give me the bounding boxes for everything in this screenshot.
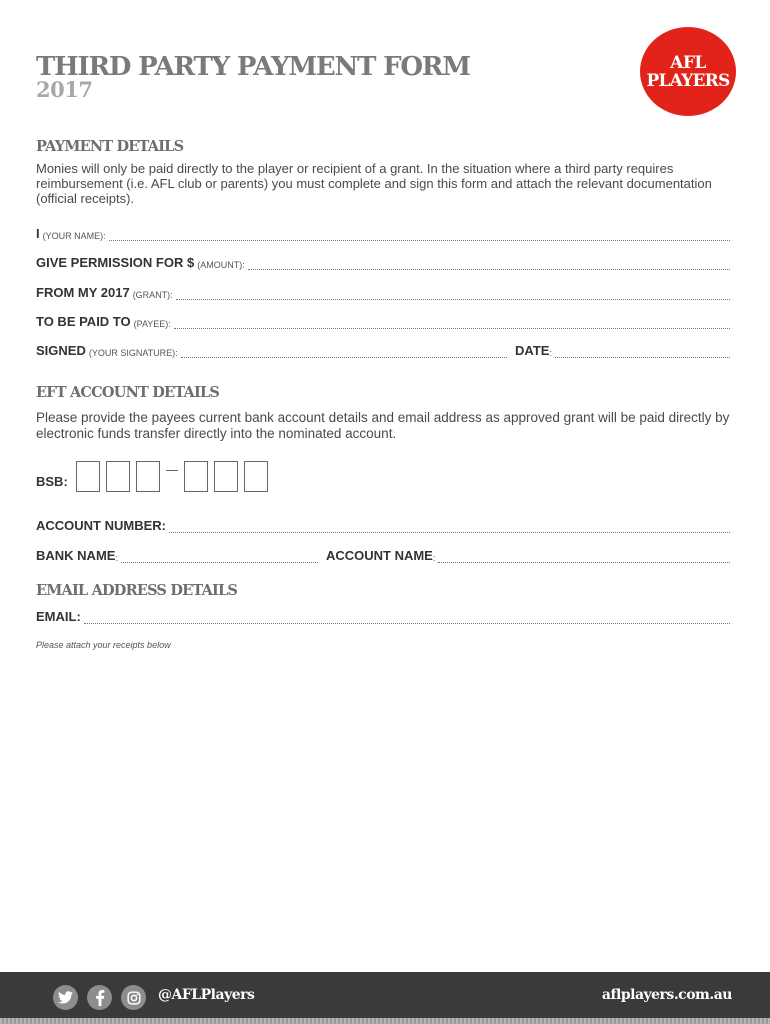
your-name-field[interactable]: [109, 228, 730, 241]
email-row: [36, 606, 730, 624]
bank-name-field[interactable]: [121, 550, 318, 563]
account-name-colon: :: [432, 553, 436, 563]
eft-heading: EFT ACCOUNT DETAILS: [36, 384, 220, 401]
form-year: 2017: [36, 77, 93, 102]
email-heading: EMAIL ADDRESS DETAILS: [36, 582, 238, 599]
bsb-digit-5[interactable]: [214, 461, 238, 492]
payee-row: [36, 311, 730, 329]
signature-date-row: [36, 340, 730, 358]
date-field[interactable]: [555, 345, 730, 358]
afl-players-logo: [640, 27, 736, 116]
account-number-label: ACCOUNT NUMBER:: [36, 518, 166, 533]
payee-field[interactable]: [174, 316, 730, 329]
payee-sublabel: (PAYEE):: [133, 319, 171, 329]
grant-row: [36, 282, 730, 300]
account-name-field[interactable]: [438, 550, 730, 563]
email-label: EMAIL:: [36, 609, 81, 624]
attach-receipts-note: Please attach your receipts below: [36, 640, 171, 650]
eft-intro: Please provide the payees current bank account details and email address as approved grant will be paid directly by electronic funds transfer directly into the nominated account.: [36, 410, 730, 441]
payment-details-intro: Monies will only be paid directly to the player or recipient of a grant. In the situation where a third party requires reimbursement (i.e. AFL club or parents) you must complete and sign this form and attach the relevant documentation (official receipts).: [36, 161, 712, 206]
amount-row: [36, 252, 730, 270]
date-label: DATE: [515, 343, 550, 358]
bsb-digit-4[interactable]: [184, 461, 208, 492]
facebook-icon[interactable]: [87, 985, 112, 1010]
email-field[interactable]: [84, 611, 730, 624]
bank-name-colon: :: [115, 553, 118, 563]
bsb-label: BSB:: [36, 473, 68, 489]
bsb-row: [36, 460, 274, 492]
grant-label: FROM MY 2017: [36, 285, 130, 300]
account-name-label: ACCOUNT NAME: [325, 548, 433, 563]
account-number-field[interactable]: [169, 520, 730, 533]
grant-field[interactable]: [176, 287, 730, 300]
bsb-digit-1[interactable]: [76, 461, 100, 492]
bsb-digit-3[interactable]: [136, 461, 160, 492]
amount-field[interactable]: [248, 257, 730, 270]
signed-sublabel: (YOUR SIGNATURE):: [88, 348, 178, 358]
bsb-digit-6[interactable]: [244, 461, 268, 492]
logo-line-1: AFL: [670, 52, 706, 73]
bsb-digit-2[interactable]: [106, 461, 130, 492]
form-title: THIRD PARTY PAYMENT FORM: [36, 52, 470, 82]
website-link[interactable]: aflplayers.com.au: [601, 987, 732, 1003]
payment-details-heading: PAYMENT DETAILS: [36, 138, 184, 155]
amount-sublabel: (AMOUNT):: [197, 260, 245, 270]
signature-field[interactable]: [181, 345, 507, 358]
social-handle-link[interactable]: @AFLPlayers: [158, 987, 255, 1003]
account-number-row: [36, 515, 730, 533]
your-name-label: I: [36, 226, 40, 241]
amount-label: GIVE PERMISSION FOR $: [36, 255, 195, 270]
date-colon: :: [549, 348, 552, 358]
your-name-row: [36, 223, 730, 241]
instagram-icon[interactable]: [121, 985, 146, 1010]
payee-label: TO BE PAID TO: [36, 314, 131, 329]
grant-sublabel: (GRANT):: [132, 290, 173, 300]
logo-line-2: PLAYERS: [646, 70, 730, 91]
signed-label: SIGNED: [36, 343, 86, 358]
twitter-icon[interactable]: [53, 985, 78, 1010]
your-name-sublabel: (YOUR NAME):: [42, 231, 106, 241]
bank-account-name-row: [36, 545, 730, 563]
bank-name-label: BANK NAME: [36, 548, 116, 563]
bsb-separator: [166, 470, 178, 471]
footer-strip: [0, 1018, 770, 1024]
